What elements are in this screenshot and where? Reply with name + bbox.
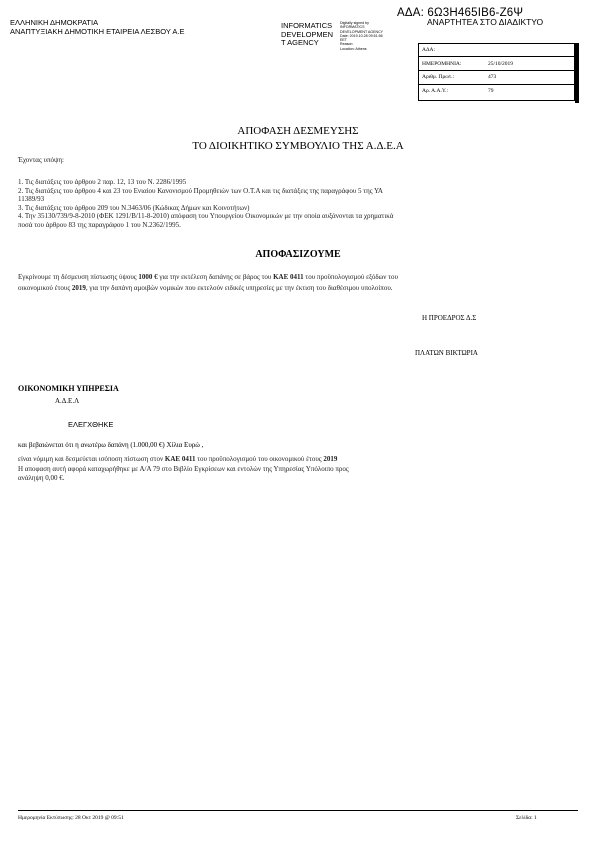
org-line-1: ΕΛΛΗΝΙΚΗ ΔΗΜΟΚΡΑΤΙΑ <box>10 18 99 27</box>
footer-page-number: Σελίδα: 1 <box>516 815 537 821</box>
finance-heading: ΟΙΚΟΝΟΜΙΚΗ ΥΠΗΡΕΣΙΑ <box>18 384 119 393</box>
decision-code: ΚΑΕ 0411 <box>273 273 304 281</box>
signature-logo-text <box>281 22 333 48</box>
decision-text: για την εκτέλεση δαπάνης σε βάρος του <box>157 273 274 281</box>
certification-text <box>18 455 578 484</box>
info-ada-row <box>422 47 488 53</box>
cert-text: του προϋπολογισμού του οικονομικού έτους <box>195 455 324 463</box>
decision-paragraph <box>18 272 578 294</box>
cert-code: ΚΑΕ 0411 <box>164 455 196 463</box>
org-line-2: ΑΝΑΠΤΥΞΙΑΚΗ ΔΗΜΟΤΙΚΗ ΕΤΑΙΡΕΙΑ ΛΕΣΒΟΥ Α.Ε <box>10 27 185 36</box>
signature-detail: DEVELOPMENT AGENCY <box>340 29 384 34</box>
info-date-row <box>422 61 513 67</box>
info-date-label: ΗΜΕΡΟΜΗΝΙΑ: <box>422 61 462 67</box>
info-aay-value: 79 <box>488 88 494 94</box>
consideration-item: ποσά του άρθρου 83 της παραγράφου 1 του Ν.2362/1995. <box>18 220 181 229</box>
posted-label: ΑΝΑΡΤΗΤΕΑ ΣΤΟ ΔΙΑΔΙΚΤΥΟ <box>427 17 544 27</box>
decide-heading: ΑΠΟΦΑΣΙΖΟΥΜΕ <box>255 249 341 260</box>
document-title: ΑΠΟΦΑΣΗ ΔΕΣΜΕΥΣΗΣ <box>237 125 359 137</box>
decision-line-2 <box>18 283 578 294</box>
consideration-item: 1. Τις διατάξεις του άρθρου 2 παρ. 12, 13 του Ν. 2286/1995 <box>18 178 187 186</box>
info-box <box>418 43 575 101</box>
logo-line-3: T AGENCY <box>281 38 319 47</box>
decision-line-1 <box>18 272 578 283</box>
considering-label: Έχοντας υπόψη: <box>18 156 64 164</box>
info-protocol-value: 473 <box>488 74 497 80</box>
decision-text: οικονομικού έτους <box>18 284 72 292</box>
ada-code: ΑΔΑ: 6Ω3Η465ΙΒ6-Ζ6Ψ <box>397 7 524 19</box>
decision-amount: 1000 € <box>138 273 158 281</box>
consideration-item: 11389/93 <box>18 195 45 204</box>
signature-details <box>340 21 383 51</box>
signer-name: ΠΛΑΤΩΝ ΒΙΚΤΩΡΙΑ <box>415 349 478 357</box>
divider <box>419 56 574 57</box>
confirm-text: και βεβαιώνεται ότι η ανωτέρω δαπάνη (1.000,00 €) Χίλια Ευρώ , <box>18 441 204 449</box>
cert-year: 2019 <box>323 455 338 463</box>
signature-detail: Date: 2019.10.28 09:51:56 <box>340 33 383 38</box>
document-subtitle: ΤΟ ΔΙΟΙΚΗΤΙΚΟ ΣΥΜΒΟΥΛΙΟ ΤΗΣ Α.Δ.Ε.Α <box>192 140 404 152</box>
signature-detail: Digitally signed by <box>340 21 369 25</box>
info-aay-label: Αρ. Α.Α.Υ.: <box>422 88 449 94</box>
info-box-shadow <box>575 43 579 103</box>
decision-text: του προϋπολογισμού εξόδων του <box>303 273 398 281</box>
decision-text: Εγκρίνουμε τη δέσμευση πίστωσης ύψους <box>18 273 139 281</box>
logo-line-1: INFORMATICS <box>281 21 333 30</box>
decision-text: , για την δαπάνη αμοιβών νομικών που εκτελούν ειδικές υπηρεσίες με την έκτιση του διαθέσιμου υπολοίπου. <box>85 284 393 292</box>
info-protocol-label: Αριθμ. Πρωτ.: <box>422 74 454 80</box>
consideration-item: 2. Τις διατάξεις του άρθρου 4 και 23 του Ενιαίου Κανονισμού Προμηθειών των Ο.Τ.Α και τις διατάξεις της παραγράφου 5 της ΥΑ <box>18 186 383 195</box>
consideration-item: 4. Την 35130/739/9-8-2010 (ΦΕΚ 1291/Β/11-8-2010) απόφαση του Υπουργείου Οικονομικών με την οποία αυξάνονται τα χρηματικά <box>18 212 394 221</box>
signature-detail: Reason: <box>340 42 354 47</box>
checked-label: ΕΛΕΓΧΘΗΚΕ <box>68 420 114 429</box>
divider <box>419 70 574 71</box>
signature-detail: EET <box>340 38 347 43</box>
logo-line-2: DEVELOPMEN <box>281 29 334 39</box>
decision-year: 2019 <box>71 284 86 292</box>
cert-text: είναι νόμιμη και δεσμεύεται ισόποση πίστωση στον <box>18 455 165 463</box>
divider <box>419 84 574 85</box>
consideration-item: 3. Τις διατάξεις του άρθρου 209 του Ν.3463/06 (Κώδικας Δήμων και Κοινοτήτων) <box>18 203 250 212</box>
info-aay-row <box>422 88 494 94</box>
cert-line-1 <box>18 455 578 465</box>
info-date-value: 25/10/2019 <box>488 61 514 67</box>
considerations-list <box>18 178 578 230</box>
organization-header <box>10 18 184 36</box>
footer-print-date: Ημερομηνία Εκτύπωσης: 28 Οκτ 2019 @ 09:51 <box>18 815 124 821</box>
cert-line-2: Η αποφαση αυτή αφορά καταχωρήθηκε με Α/Α 79 στο Βιβλίο Εγκρίσεων και εντολών της Υπηρεσίας Υπόλοιπο προς <box>18 464 349 473</box>
finance-sub: Α.Δ.Ε.Λ <box>55 397 80 405</box>
signature-detail: Location: Athens <box>340 46 367 51</box>
cert-line-3: ανάληψη 0,00 €. <box>18 474 65 482</box>
signature-detail: INFORMATICS <box>340 25 365 30</box>
footer-divider <box>18 810 578 811</box>
info-ada-label: ΑΔΑ: <box>422 47 436 53</box>
info-protocol-row <box>422 74 496 80</box>
president-title: Η ΠΡΟΕΔΡΟΣ Δ.Σ <box>422 314 477 322</box>
